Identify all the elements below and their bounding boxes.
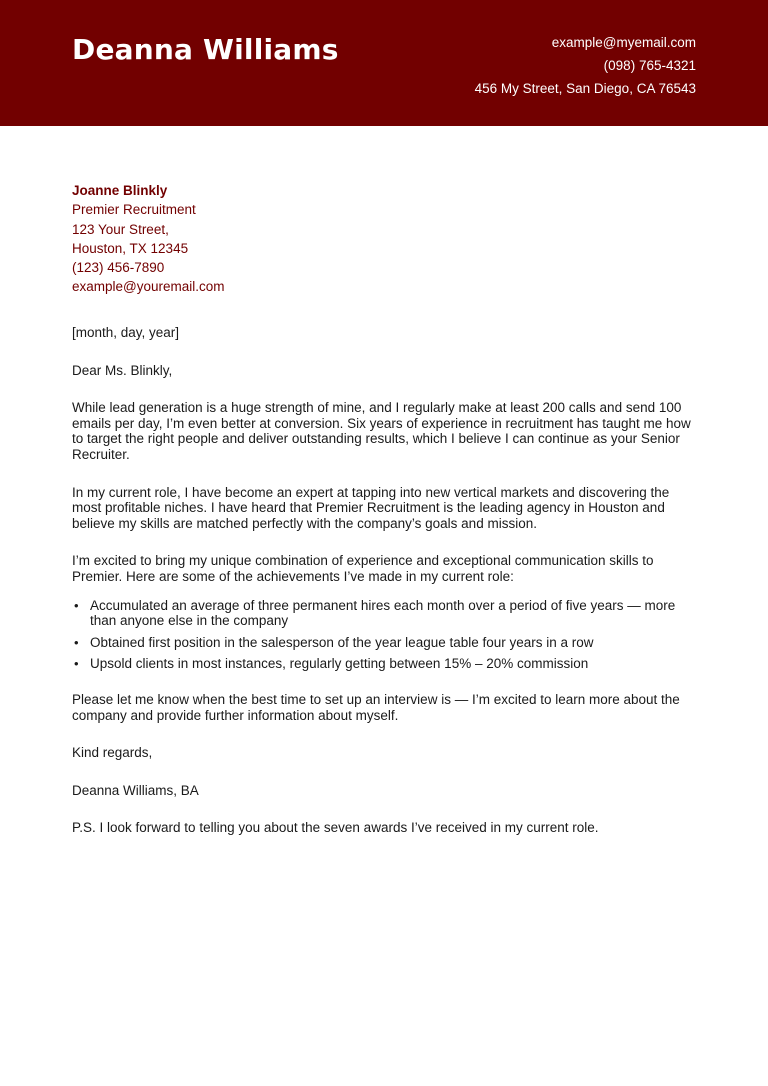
- header-banner: [0, 0, 768, 126]
- paragraph-3: I’m excited to bring my unique combination of experience and exceptional communication skills to Premier. Here are some of the achievements I’ve made in my current role:: [72, 553, 654, 584]
- paragraph-2: In my current role, I have become an expert at tapping into new vertical markets and discovering the most profitable niches. I have heard that Premier Recruitment is the leading agency in Houston and believe my skills are matched perfectly with the company’s goals and mission.: [72, 484, 670, 531]
- sender-name: Deanna Williams: [72, 33, 339, 66]
- sender-contact: [475, 31, 696, 100]
- sender-address: 456 My Street, San Diego, CA 76543: [474, 81, 696, 96]
- bullet-icon: •: [74, 597, 79, 613]
- achievement-text: Upsold clients in most instances, regularly getting between 15% – 20% commission: [90, 656, 589, 672]
- recipient-name: Joanne Blinkly: [72, 183, 168, 198]
- achievement-text: Accumulated an average of three permanent hires each month over a period of five years — more than anyone else in the company: [90, 597, 676, 629]
- sender-phone[interactable]: (098) 765-4321: [603, 58, 696, 73]
- letter-date: [month, day, year]: [72, 325, 180, 340]
- achievement-text: Obtained first position in the salesperson of the year league table four years in a row: [90, 634, 594, 650]
- bullet-icon: •: [74, 634, 79, 650]
- list-item: [72, 598, 698, 629]
- paragraph-1: While lead generation is a huge strength of mine, and I regularly make at least 200 calls and send 100 emails per day, I’m even better at conversion. Six years of experience in recruitment has taught me how to target the right people and deliver outstanding results, which I believe I can continue as your Senior Recruiter.: [72, 400, 691, 462]
- list-item: [72, 656, 698, 672]
- recipient-company: Premier Recruitment: [72, 202, 196, 218]
- closing: Kind regards,: [72, 745, 153, 761]
- letter-body: [72, 325, 698, 836]
- recipient-phone[interactable]: (123) 456-7890: [72, 260, 165, 276]
- recipient-block: [72, 181, 225, 297]
- recipient-city: Houston, TX 12345: [72, 240, 189, 256]
- salutation: Dear Ms. Blinkly,: [72, 362, 173, 378]
- postscript: P.S. I look forward to telling you about the seven awards I’ve received in my current role.: [72, 820, 599, 836]
- achievements-list: [72, 598, 698, 672]
- recipient-email[interactable]: example@youremail.com: [72, 279, 225, 295]
- bullet-icon: •: [74, 656, 79, 672]
- recipient-street: 123 Your Street,: [72, 221, 169, 237]
- paragraph-4: Please let me know when the best time to set up an interview is — I’m excited to learn more about the company and provide further information about myself.: [72, 691, 680, 723]
- signature: Deanna Williams, BA: [72, 782, 199, 798]
- list-item: [72, 635, 698, 651]
- sender-email[interactable]: example@myemail.com: [551, 35, 696, 50]
